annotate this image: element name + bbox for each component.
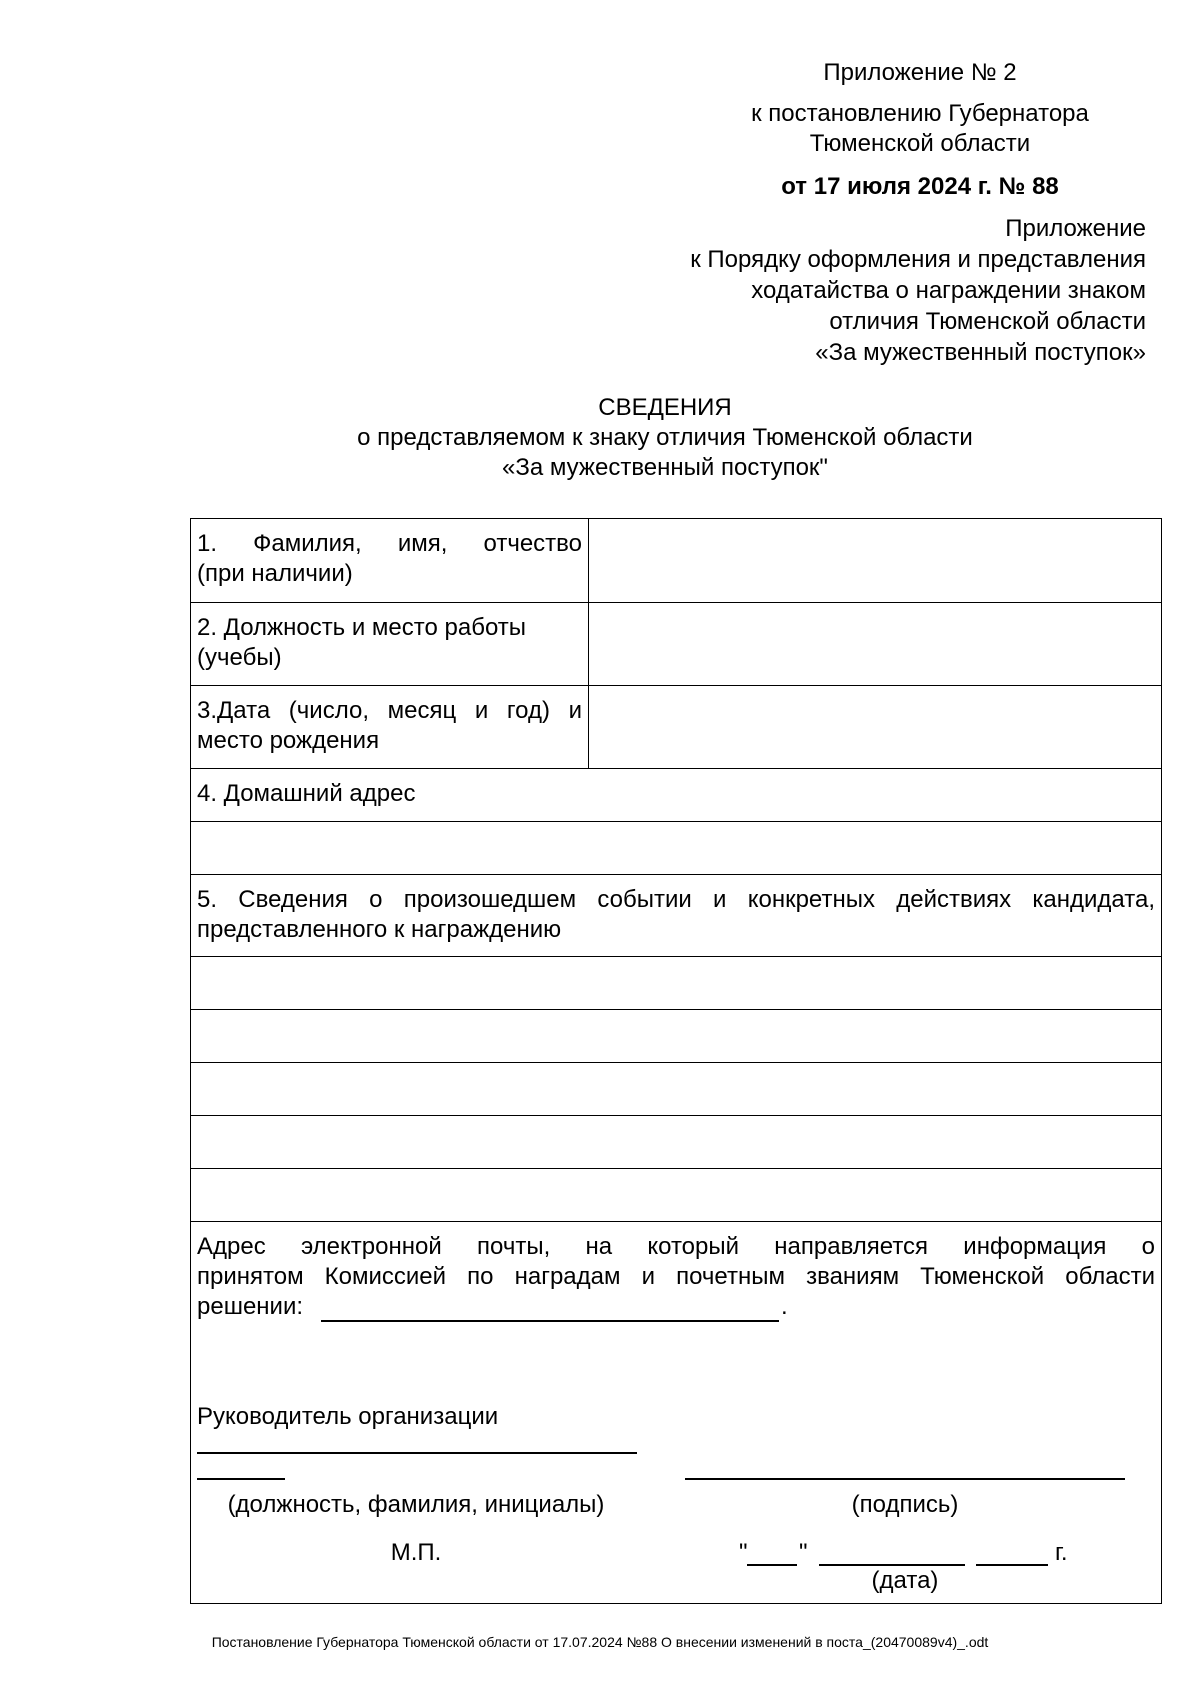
event-info-label-line1: 5. Сведения о произошедшем событии и конкретных действиях кандидата, bbox=[197, 886, 1155, 913]
email-input-line[interactable] bbox=[321, 1320, 779, 1322]
birth-label-line2: место рождения bbox=[197, 727, 380, 754]
signature-block bbox=[191, 1221, 1161, 1603]
birth-label-cell bbox=[191, 686, 589, 768]
date-caption: (дата) bbox=[871, 1567, 939, 1594]
position-name-line-lower[interactable] bbox=[197, 1478, 285, 1480]
date-open-quote: " bbox=[739, 1539, 748, 1566]
position-label-line2: (учебы) bbox=[197, 644, 282, 671]
event-info-value-row[interactable] bbox=[191, 1168, 1161, 1221]
position-name-line-upper[interactable] bbox=[197, 1452, 637, 1454]
info-form-table bbox=[190, 518, 1162, 1604]
position-label-line1: 2. Должность и место работы bbox=[197, 614, 527, 641]
footer-filename: Постановление Губернатора Тюменской области от 17.07.2024 №88 О внесении изменений в поста_(20470089v4)_.odt bbox=[211, 1634, 989, 1650]
full-name-label-cell bbox=[191, 519, 589, 602]
birth-label-line1: 3.Дата (число, месяц и год) и bbox=[197, 697, 582, 724]
title-line: СВЕДЕНИЯ bbox=[598, 394, 732, 421]
position-label-cell bbox=[191, 603, 589, 685]
event-info-label-line2: представленного к награждению bbox=[197, 916, 562, 943]
home-address-value-row[interactable] bbox=[191, 821, 1161, 874]
decree-reference-line2: Тюменской области bbox=[809, 130, 1031, 157]
decree-date: от 17 июля 2024 г. № 88 bbox=[781, 173, 1059, 200]
order-appendix-line: отличия Тюменской области bbox=[829, 308, 1146, 335]
order-appendix-line: Приложение bbox=[1005, 215, 1146, 242]
stamp-label: М.П. bbox=[390, 1539, 442, 1566]
decree-reference-line1: к постановлению Губернатора bbox=[751, 100, 1089, 127]
table-row bbox=[191, 519, 1161, 602]
table-row bbox=[191, 602, 1161, 685]
email-label-line2: принятом Комиссией по наградам и почетным званиям Тюменской области bbox=[197, 1263, 1155, 1290]
table-row bbox=[191, 874, 1161, 956]
signature-caption: (подпись) bbox=[851, 1491, 959, 1518]
event-info-value-row[interactable] bbox=[191, 1115, 1161, 1168]
email-label-prefix: решении: bbox=[197, 1293, 304, 1320]
signature-line[interactable] bbox=[685, 1478, 1125, 1480]
email-label-line1: Адрес электронной почты, на который направляется информация о bbox=[197, 1233, 1155, 1260]
birth-value-cell[interactable] bbox=[589, 686, 1161, 768]
order-appendix-line: «За мужественный поступок» bbox=[815, 339, 1146, 366]
order-appendix-block bbox=[690, 213, 1146, 368]
full-name-value-cell[interactable] bbox=[589, 519, 1161, 602]
document-title bbox=[0, 393, 1200, 483]
order-appendix-line: к Порядку оформления и представления bbox=[690, 246, 1146, 273]
event-info-value-row[interactable] bbox=[191, 1009, 1161, 1062]
table-row bbox=[191, 685, 1161, 768]
date-close-quote: " bbox=[799, 1539, 808, 1566]
date-year-suffix: г. bbox=[1055, 1539, 1068, 1566]
email-label-suffix: . bbox=[781, 1293, 788, 1320]
appendix-number: Приложение № 2 bbox=[823, 59, 1017, 86]
position-value-cell[interactable] bbox=[589, 603, 1161, 685]
event-info-value-row[interactable] bbox=[191, 1062, 1161, 1115]
full-name-label-line2: (при наличии) bbox=[197, 560, 353, 587]
table-row bbox=[191, 768, 1161, 821]
title-line: «За мужественный поступок" bbox=[502, 454, 828, 481]
head-of-organization-label: Руководитель организации bbox=[197, 1403, 499, 1430]
position-name-caption: (должность, фамилия, инициалы) bbox=[227, 1491, 605, 1518]
full-name-label-line1: 1. Фамилия, имя, отчество bbox=[197, 530, 582, 557]
order-appendix-line: ходатайства о награждении знаком bbox=[751, 277, 1146, 304]
title-line: о представляемом к знаку отличия Тюменской области bbox=[357, 424, 973, 451]
event-info-value-row[interactable] bbox=[191, 956, 1161, 1009]
home-address-label: 4. Домашний адрес bbox=[197, 780, 416, 807]
